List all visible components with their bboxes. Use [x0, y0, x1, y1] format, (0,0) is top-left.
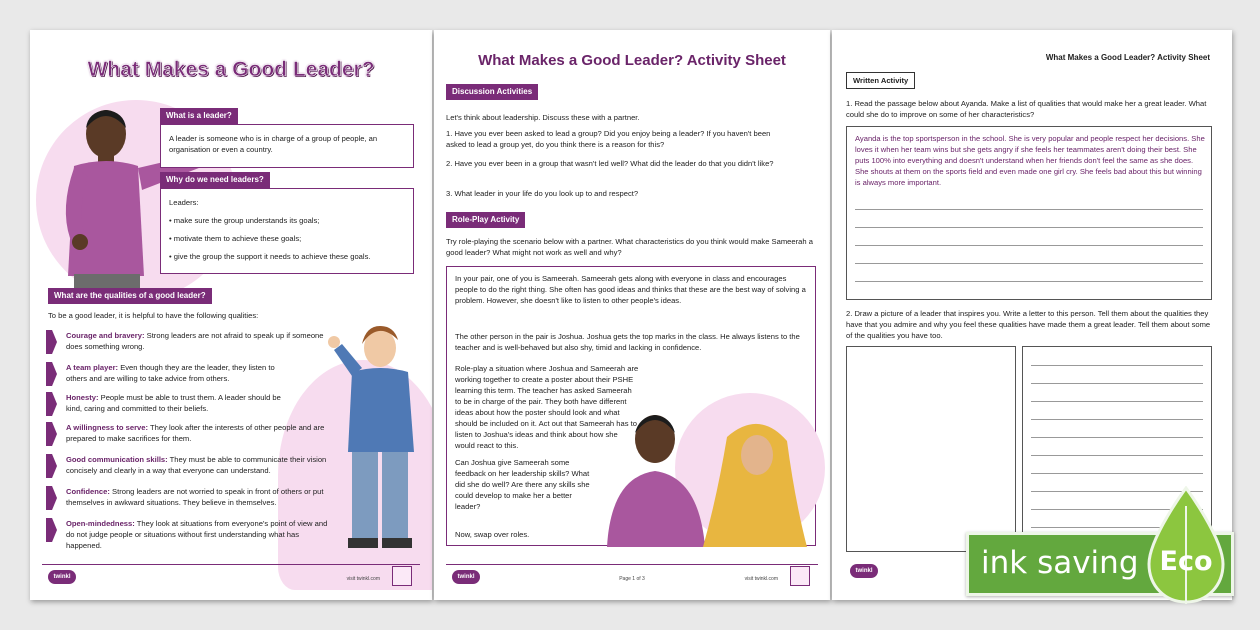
why-item: • give the group the support it needs to achieve these goals.: [169, 252, 371, 261]
quality-name: Courage and bravery:: [66, 331, 145, 340]
discussion-question: 3. What leader in your life do you look up to and respect?: [446, 189, 639, 198]
quality-name: A willingness to serve:: [66, 423, 149, 432]
quality-item: [46, 392, 346, 414]
drawing-box: [846, 346, 1016, 552]
written-activity-label: Written Activity: [853, 76, 909, 85]
writing-line: [1031, 401, 1203, 402]
quality-text: Strong leaders are not afraid to speak up if someone does something wrong.: [66, 331, 324, 351]
discussion-heading: Discussion Activities: [446, 84, 538, 100]
why-item: • make sure the group understands its goals;: [169, 216, 320, 225]
writing-line: [855, 209, 1203, 210]
roleplay-heading: Role-Play Activity: [446, 212, 525, 228]
discussion-intro: Let's think about leadership. Discuss these with a partner.: [446, 113, 640, 122]
writing-line: [1031, 473, 1203, 474]
quality-marker: [46, 486, 57, 510]
roleplay-intro: Try role-playing the scenario below with a partner. What characteristics do you think would make Sameerah a good leader? What might not work as well and why?: [446, 237, 813, 257]
quality-marker: [46, 362, 57, 386]
twinkl-logo: twinkl: [48, 570, 76, 584]
writing-line: [1031, 455, 1203, 456]
page-2: [434, 30, 830, 600]
written-activity-heading: [846, 72, 915, 89]
why-item: • motivate them to achieve these goals;: [169, 234, 302, 243]
what-is-leader-heading: What is a leader?: [160, 108, 238, 124]
quality-item: [46, 518, 346, 551]
quality-marker: [46, 518, 57, 542]
writing-line: [855, 245, 1203, 246]
twinkl-logo: twinkl: [452, 570, 480, 584]
quality-text: Strong leaders are not worried to speak in front of others or put themselves in awkward situations. They believe in themselves.: [66, 487, 324, 507]
page-footer: [446, 564, 818, 586]
qualities-heading: What are the qualities of a good leader?: [48, 288, 212, 304]
why-leaders-heading: Why do we need leaders?: [160, 172, 270, 188]
footer-url: visit twinkl.com: [346, 576, 380, 582]
what-is-leader-text: A leader is someone who is in charge of a group of people, an organisation or even a country.: [169, 134, 378, 154]
writing-line: [1031, 383, 1203, 384]
scenario-paragraph: In your pair, one of you is Sameerah. Sameerah gets along with everyone in class and encourages people to do the right thing. She often has good ideas and thinks that these are the best way of solving a problem. However, she doesn't like to listen to other people's ideas.: [455, 274, 806, 305]
quality-item: [46, 422, 346, 444]
quality-name: Confidence:: [66, 487, 110, 496]
discussion-question: 2. Have you ever been in a group that wasn't led well? What did the leader do that you didn't like?: [446, 159, 774, 168]
quality-item: [46, 454, 346, 476]
scenario-paragraph: Role-play a situation where Joshua and Sameerah are working together to create a poster about their PSHE learning this term. The teacher has asked Sameerah to be in charge of the pair. They both have different ideas about how the poster should look and what should be included on it. Act out that Sameerah has to listen to Joshua's ideas and think about how she would react to this.: [455, 364, 639, 450]
page-footer: [42, 564, 420, 586]
page-title: What Makes a Good Leader?: [87, 58, 375, 81]
quality-text: They look at situations from everyone's point of view and do not judge people or situations without first understanding what has happened.: [66, 519, 328, 550]
page-1: [30, 30, 432, 600]
why-intro: Leaders:: [169, 198, 199, 207]
scenario-paragraph: The other person in the pair is Joshua. Joshua gets the top marks in the class. He always listens to the teacher and is well-behaved but also shy, timid and lacking in confidence.: [455, 332, 800, 352]
quality-name: Open-mindedness:: [66, 519, 135, 528]
writing-line: [855, 281, 1203, 282]
quality-item: [46, 330, 346, 352]
qualities-intro: To be a good leader, it is helpful to have the following qualities:: [48, 311, 259, 320]
children-illustration: [597, 407, 817, 547]
scenario-paragraph: Can Joshua give Sameerah some feedback on her leadership skills? What did she do well? Are there any skills she could develop to make her a better leader?: [455, 458, 590, 511]
discussion-question: 1. Have you ever been asked to lead a group? Did you enjoy being a leader? If you haven't been asked to lead a group yet, do you think there is a reason for this?: [446, 129, 771, 149]
what-is-leader-box: [160, 124, 414, 168]
writing-line: [1031, 419, 1203, 420]
twinkl-logo: twinkl: [850, 564, 878, 578]
question-1: 1. Read the passage below about Ayanda. Make a list of qualities that would make her a great leader. What could she do to improve on some of her characteristics?: [846, 99, 1207, 119]
quality-marker: [46, 330, 57, 354]
footer-badge-icon: [392, 566, 412, 586]
footer-url: visit twinkl.com: [744, 576, 778, 582]
why-leaders-box: [160, 188, 414, 274]
quality-marker: [46, 422, 57, 446]
quality-name: A team player:: [66, 363, 119, 372]
quality-marker: [46, 454, 57, 478]
scenario-box: [446, 266, 816, 546]
quality-marker: [46, 392, 57, 416]
page-number: Page 1 of 3: [619, 576, 645, 582]
quality-name: Honesty:: [66, 393, 99, 402]
quality-text: People must be able to trust them. A leader should be kind, caring and committed to their beliefs.: [66, 393, 281, 413]
eco-label: Eco: [1159, 546, 1213, 577]
writing-line: [855, 263, 1203, 264]
writing-line: [1031, 365, 1203, 366]
page-header: What Makes a Good Leader? Activity Sheet: [1045, 53, 1210, 62]
footer-badge-icon: [790, 566, 810, 586]
quality-item: [46, 486, 346, 508]
quality-item: [46, 362, 346, 384]
quality-text: They must be able to communicate their vision concisely and clearly in a way that everyone can understand.: [66, 455, 327, 475]
question-2: 2. Draw a picture of a leader that inspires you. Write a letter to this person. Tell them about the qualities they have that you admire and why you feel these qualities have made them a great leader. Tell them about some of the qualities you have too.: [846, 309, 1211, 340]
quality-text: Even though they are the leader, they listen to others and are willing to take advice from others.: [66, 363, 275, 383]
passage-text: Ayanda is the top sportsperson in the school. She is very popular and people respect her decisions. She loves it when her team wins but she gets angry if she feels her teammates aren't doing their best. She puts 100% into everything and doesn't understand when her friends don't feel the same as she does. She shouts at them on the sports field and even made one girl cry. She feels bad about this but winning is always more important.: [855, 134, 1205, 187]
writing-line: [1031, 437, 1203, 438]
quality-text: They look after the interests of other people and are prepared to make sacrifices for them.: [66, 423, 325, 443]
ink-saving-label: ink saving: [981, 545, 1139, 581]
writing-line: [855, 227, 1203, 228]
passage-box: [846, 126, 1212, 300]
page-title: What Makes a Good Leader? Activity Sheet: [478, 52, 786, 69]
scenario-paragraph: Now, swap over roles.: [455, 530, 530, 539]
quality-name: Good communication skills:: [66, 455, 168, 464]
